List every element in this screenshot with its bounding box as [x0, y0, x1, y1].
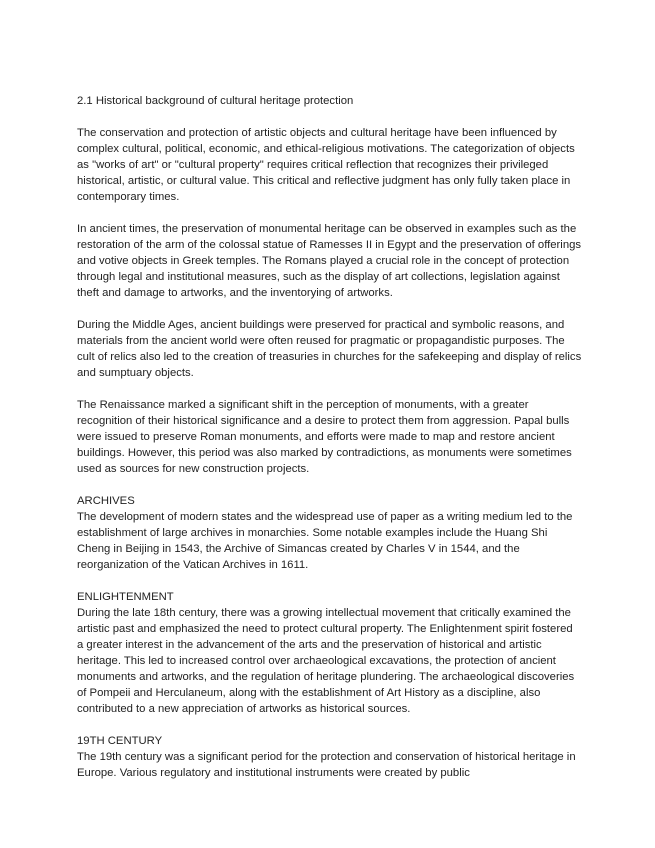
section-19th-century — [77, 733, 582, 781]
paragraph-intro: The conservation and protection of artistic objects and cultural heritage have been influenced by complex cultural, political, economic, and ethical-religious motivations. The categorization of objects as "works of art" or "cultural property" requires critical reflection that recognizes their privileged historical, artistic, or cultural value. This critical and reflective judgment has only fully taken place in contemporary times. — [77, 127, 575, 203]
section-heading: 2.1 Historical background of cultural heritage protection — [77, 95, 354, 107]
section-body-enlightenment: During the late 18th century, there was a growing intellectual movement that critically examined the artistic past and emphasized the need to protect cultural property. The Enlightenment spirit fostered a greater interest in the advancement of the arts and the preservation of historical and artistic heritage. This led to increased control over archaeological excavations, the protection of ancient monuments and artworks, and the regulation of heritage plundering. The archaeological discoveries of Pompeii and Herculaneum, along with the establishment of Art History as a discipline, also contributed to a new appreciation of artworks as historical sources. — [77, 607, 575, 715]
section-body-19th-century: The 19th century was a significant period for the protection and conservation of historical heritage in Europe. Various regulatory and institutional instruments were created by public — [77, 751, 576, 779]
paragraph-renaissance: The Renaissance marked a significant shift in the perception of monuments, with a greater recognition of their historical significance and a desire to protect them from aggression. Papal bulls were issued to preserve Roman monuments, and efforts were made to map and restore ancient buildings. However, this period was also marked by contradictions, as monuments were sometimes used as sources for new construction projects. — [77, 399, 572, 475]
section-body-archives: The development of modern states and the widespread use of paper as a writing medium led to the establishment of large archives in monarchies. Some notable examples include the Huang Shi Cheng in Beijing in 1543, the Archive of Simancas created by Charles V in 1544, and the reorganization of the Vatican Archives in 1611. — [77, 511, 573, 571]
section-enlightenment — [77, 589, 582, 717]
section-archives — [77, 493, 582, 573]
paragraph-ancient-times: In ancient times, the preservation of monumental heritage can be observed in examples such as the restoration of the arm of the colossal statue of Ramesses II in Egypt and the preservation of offerings and votive objects in Greek temples. The Romans played a crucial role in the concept of protection through legal and institutional measures, such as the display of art collections, legislation against theft and damage to artworks, and the inventorying of artworks. — [77, 223, 582, 299]
section-title-19th-century: 19TH CENTURY — [77, 735, 163, 747]
section-title-enlightenment: ENLIGHTENMENT — [77, 591, 174, 603]
section-title-archives: ARCHIVES — [77, 495, 135, 507]
document-page — [77, 93, 582, 797]
paragraph-middle-ages: During the Middle Ages, ancient buildings were preserved for practical and symbolic reasons, and materials from the ancient world were often reused for pragmatic or propagandistic purposes. The cult of relics also led to the creation of treasuries in churches for the safekeeping and display of relics and sumptuary objects. — [77, 319, 582, 379]
